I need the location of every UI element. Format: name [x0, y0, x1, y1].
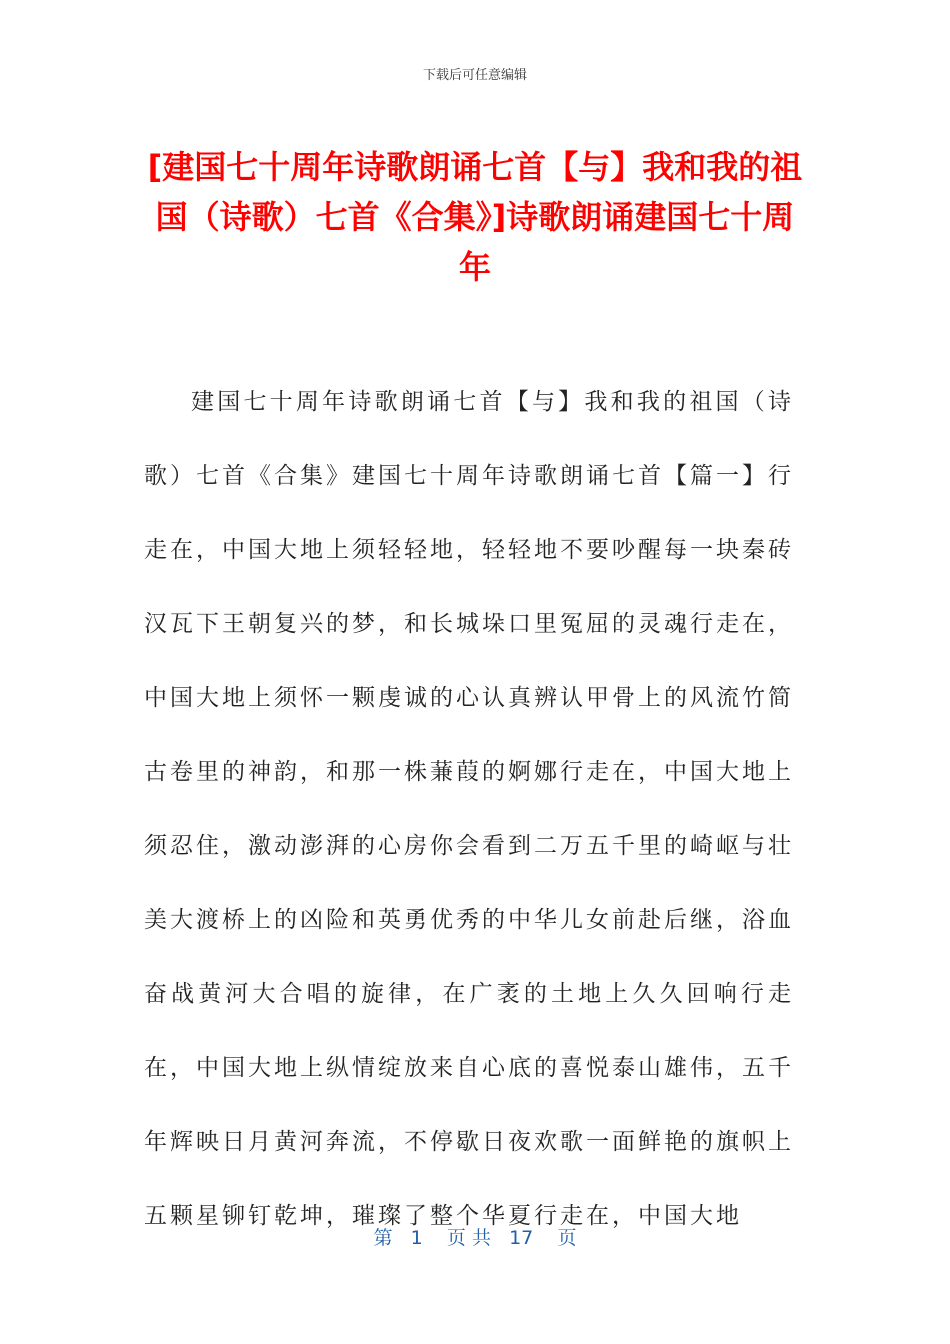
page-middle: 页 共 — [446, 1227, 491, 1249]
header-note: 下载后可任意编辑 — [422, 68, 527, 83]
page-total: 17 — [509, 1227, 534, 1249]
document-title: [建国七十周年诗歌朗诵七首【与】我和我的祖国（诗歌）七首《合集》]诗歌朗诵建国七十周年 — [147, 148, 803, 286]
page-prefix: 第 — [373, 1227, 393, 1249]
page-footer — [0, 1226, 950, 1250]
document-body: 建国七十周年诗歌朗诵七首【与】我和我的祖国（诗歌）七首《合集》建国七十周年诗歌朗诵七首【篇一】行走在，中国大地上须轻轻地，轻轻地不要吵醒每一块秦砖汉瓦下王朝复兴的梦，和长城垛口里冤屈的灵魂行走在，中国大地上须怀一颗虔诚的心认真辨认甲骨上的风流竹简古卷里的神韵，和那一株蒹葭的婀娜行走在，中国大地上须忍住，激动澎湃的心房你会看到二万五千里的崎岖与壮美大渡桥上的凶险和英勇优秀的中华儿女前赴后继，浴血奋战黄河大合唱的旋律，在广袤的土地上久久回响行走在，中国大地上纵情绽放来自心底的喜悦泰山雄伟，五千年辉映日月黄河奔流，不停歇日夜欢歌一面鲜艳的旗帜上五颗星铆钉乾坤，璀璨了整个华夏行走在，中国大地 — [144, 389, 794, 1229]
page-suffix: 页 — [557, 1227, 577, 1249]
page-number: 1 — [410, 1227, 423, 1249]
